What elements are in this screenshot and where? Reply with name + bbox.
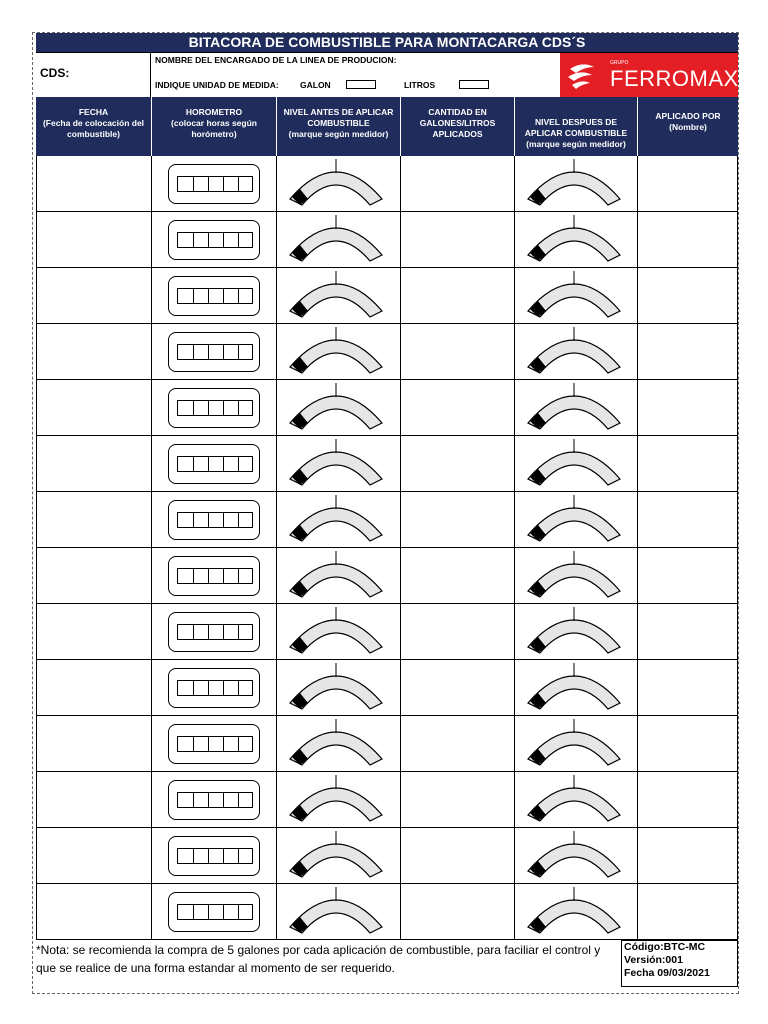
grid-hline [36,435,738,436]
column-header-2 [151,97,276,156]
fuel-gauge-icon[interactable] [524,271,624,319]
fuel-gauge-icon[interactable] [286,495,386,543]
digit-divider [223,793,224,807]
hour-meter-digits [177,904,253,920]
hour-meter-icon[interactable] [168,556,260,596]
digit-divider [208,681,209,695]
form-title: BITACORA DE COMBUSTIBLE PARA MONTACARGA CDS´S [36,33,738,52]
grid-hline [36,267,738,268]
grid-hline [36,491,738,492]
fuel-gauge-icon[interactable] [524,159,624,207]
fuel-gauge-icon[interactable] [524,887,624,935]
grid-vline [737,156,738,940]
fuel-gauge-icon[interactable] [286,271,386,319]
digit-divider [223,457,224,471]
ferromax-logo [560,53,738,97]
logo-group-text: GRUPO [610,60,629,66]
grid-vline [151,156,152,940]
fuel-gauge-icon[interactable] [286,159,386,207]
column-header-5 [514,97,637,156]
fuel-gauge-icon[interactable] [286,831,386,879]
hour-meter-digits [177,624,253,640]
digit-divider [193,513,194,527]
digit-divider [193,793,194,807]
unit-liters-checkbox[interactable] [459,80,489,89]
hour-meter-digits [177,232,253,248]
hour-meter-digits [177,792,253,808]
digit-divider [208,905,209,919]
grid-hline [36,323,738,324]
hour-meter-digits [177,176,253,192]
grid-hline [36,883,738,884]
fuel-gauge-icon[interactable] [524,607,624,655]
digit-divider [208,737,209,751]
doc-date: Fecha 09/03/2021 [624,967,710,979]
digit-divider [208,793,209,807]
digit-divider [193,457,194,471]
hour-meter-digits [177,512,253,528]
fuel-gauge-icon[interactable] [524,327,624,375]
digit-divider [223,233,224,247]
hour-meter-icon[interactable] [168,332,260,372]
column-header-line: combustible) [67,129,120,139]
column-header-line: APLICAR COMBUSTIBLE [524,128,628,138]
column-header-line: (Fecha de colocación del [42,118,145,128]
unit-gallon-label: GALON [300,80,331,90]
column-header-line: NIVEL DESPUES DE [534,117,618,127]
column-header-line: (marque según medidor) [288,129,389,139]
fuel-gauge-icon[interactable] [286,887,386,935]
fuel-gauge-icon[interactable] [524,719,624,767]
fuel-gauge-icon[interactable] [524,551,624,599]
hour-meter-digits [177,848,253,864]
digit-divider [208,569,209,583]
fuel-gauge-icon[interactable] [524,831,624,879]
grid-hline [36,603,738,604]
hour-meter-digits [177,736,253,752]
grid-hline [36,547,738,548]
fuel-gauge-icon[interactable] [286,551,386,599]
fuel-gauge-icon[interactable] [524,383,624,431]
digit-divider [193,289,194,303]
digit-divider [238,681,239,695]
logo-name: FERROMAX [610,66,739,91]
digit-divider [223,849,224,863]
hour-meter-digits [177,456,253,472]
doc-version: Versión:001 [624,954,683,966]
hour-meter-icon[interactable] [168,276,260,316]
hour-meter-icon[interactable] [168,892,260,932]
fuel-gauge-icon[interactable] [286,607,386,655]
hour-meter-digits [177,344,253,360]
digit-divider [208,401,209,415]
grid-hline [36,211,738,212]
hour-meter-digits [177,288,253,304]
column-header-line: (marque según medidor) [526,139,626,149]
digit-divider [193,905,194,919]
column-header-line: FECHA [78,107,109,117]
digit-divider [193,401,194,415]
digit-divider [238,401,239,415]
digit-divider [208,289,209,303]
log-table [36,156,738,940]
fuel-gauge-icon[interactable] [286,439,386,487]
digit-divider [238,625,239,639]
column-header-line: (Nombre) [669,122,707,132]
hour-meter-icon[interactable] [168,500,260,540]
grid-vline [276,156,277,940]
digit-divider [238,289,239,303]
unit-gallon-checkbox[interactable] [346,80,376,89]
fuel-gauge-icon[interactable] [286,663,386,711]
digit-divider [223,681,224,695]
hour-meter-digits [177,680,253,696]
unit-label: INDIQUE UNIDAD DE MEDIDA: [155,80,279,90]
cds-label: CDS: [40,66,70,80]
fuel-gauge-icon[interactable] [286,215,386,263]
ferromax-logo-icon [566,59,598,91]
digit-divider [238,233,239,247]
grid-hline [36,379,738,380]
digit-divider [208,345,209,359]
digit-divider [223,625,224,639]
responsible-label: NOMBRE DEL ENCARGADO DE LA LINEA DE PRODUCION: [155,55,397,65]
digit-divider [193,569,194,583]
column-header-4 [400,97,514,156]
grid-vline [400,156,401,940]
hour-meter-icon[interactable] [168,780,260,820]
doc-code: Código:BTC-MC [624,941,706,953]
column-header-line: APLICADOS [432,129,483,139]
digit-divider [193,849,194,863]
digit-divider [223,345,224,359]
fuel-gauge-icon[interactable] [286,383,386,431]
footer-note: *Nota: se recomienda la compra de 5 galones por cada aplicación de combustible, para faciliar el control y que se realice de una forma estandar al momento de ser requerido. [36,943,601,975]
hour-meter-icon[interactable] [168,164,260,204]
grid-hline [36,827,738,828]
column-header-bar [36,97,738,156]
digit-divider [193,177,194,191]
grid-hline [36,715,738,716]
column-header-line: horómetro) [191,129,237,139]
hour-meter-icon[interactable] [168,724,260,764]
grid-vline [36,156,37,940]
digit-divider [193,737,194,751]
digit-divider [238,793,239,807]
digit-divider [208,177,209,191]
digit-divider [238,513,239,527]
fuel-gauge-icon[interactable] [524,775,624,823]
fuel-gauge-icon[interactable] [524,439,624,487]
digit-divider [238,905,239,919]
digit-divider [223,401,224,415]
digit-divider [238,569,239,583]
hour-meter-icon[interactable] [168,220,260,260]
digit-divider [223,289,224,303]
digit-divider [238,345,239,359]
column-header-line: HOROMETRO [185,107,243,117]
hour-meter-icon[interactable] [168,388,260,428]
unit-liters-label: LITROS [404,80,436,90]
digit-divider [223,569,224,583]
digit-divider [223,177,224,191]
fuel-gauge-icon[interactable] [524,495,624,543]
fuel-gauge-icon[interactable] [524,215,624,263]
digit-divider [208,233,209,247]
digit-divider [193,681,194,695]
grid-vline [514,156,515,940]
grid-hline [36,659,738,660]
fuel-gauge-icon[interactable] [286,327,386,375]
hour-meter-icon[interactable] [168,836,260,876]
hour-meter-icon[interactable] [168,612,260,652]
digit-divider [208,849,209,863]
digit-divider [193,625,194,639]
digit-divider [193,345,194,359]
digit-divider [238,457,239,471]
digit-divider [223,905,224,919]
column-header-1 [36,97,151,156]
column-header-3 [276,97,400,156]
grid-vline [637,156,638,940]
column-header-line: NIVEL ANTES DE APLICAR [283,107,394,117]
hour-meter-icon[interactable] [168,444,260,484]
digit-divider [223,513,224,527]
digit-divider [223,737,224,751]
column-header-line: CANTIDAD EN [428,107,487,117]
grid-hline [36,771,738,772]
column-header-6 [637,97,738,156]
hour-meter-digits [177,568,253,584]
digit-divider [208,513,209,527]
digit-divider [208,625,209,639]
digit-divider [193,233,194,247]
document-code-box [621,940,738,987]
hour-meter-digits [177,400,253,416]
fuel-gauge-icon[interactable] [286,719,386,767]
column-header-line: COMBUSTIBLE [307,118,370,128]
fuel-gauge-icon[interactable] [524,663,624,711]
digit-divider [238,737,239,751]
digit-divider [208,457,209,471]
column-header-line: APLICADO POR [655,111,721,121]
hour-meter-icon[interactable] [168,668,260,708]
column-header-line: GALONES/LITROS [419,118,496,128]
digit-divider [238,849,239,863]
column-header-line: (colocar horas según [171,118,257,128]
digit-divider [238,177,239,191]
fuel-gauge-icon[interactable] [286,775,386,823]
